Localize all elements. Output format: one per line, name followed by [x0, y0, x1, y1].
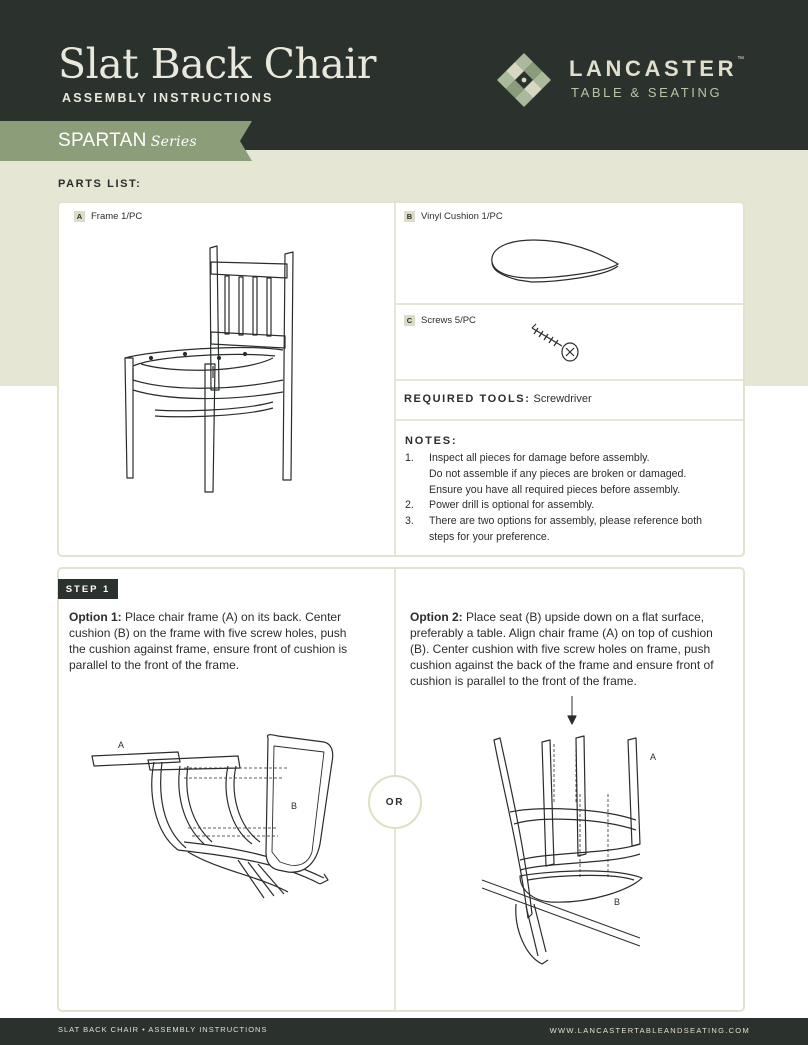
option-2-diagram	[480, 694, 680, 969]
trademark-symbol: ™	[737, 56, 745, 63]
option-2-title: Option 2:	[410, 610, 463, 624]
option-1-title: Option 1:	[69, 610, 122, 624]
option-2-line-1: Place seat (B) upside down on a flat surface,	[462, 610, 705, 624]
notes-heading: NOTES:	[405, 435, 458, 447]
option-1-line-3: the cushion against frame, ensure front of cushion is	[69, 642, 348, 656]
footer-website-link[interactable]: WWW.LANCASTERTABLEANDSEATING.COM	[549, 1026, 750, 1035]
required-tools-value: Screwdriver	[533, 393, 592, 405]
part-a-label	[74, 211, 142, 222]
series-name	[58, 130, 197, 152]
option-1-line-2: cushion (B) on the frame with five screw holes, push	[69, 626, 347, 640]
part-b-badge: B	[404, 211, 415, 222]
parts-list-heading: PARTS LIST:	[58, 178, 142, 190]
part-a-text: Frame 1/PC	[91, 211, 143, 222]
lancaster-logo-icon	[497, 53, 551, 107]
note-3-number: 3.	[405, 515, 414, 527]
part-a-badge: A	[74, 211, 85, 222]
page-subtitle: ASSEMBLY INSTRUCTIONS	[62, 91, 274, 105]
option-1-line-1: Place chair frame (A) on its back. Center	[121, 610, 342, 624]
series-name-text: SPARTAN	[58, 130, 147, 151]
part-b-text: Vinyl Cushion 1/PC	[421, 211, 503, 222]
note-2	[405, 498, 594, 514]
brand-tagline: TABLE & SEATING	[571, 85, 723, 100]
option-1-label-a: A	[118, 740, 125, 750]
note-2-number: 2.	[405, 499, 414, 511]
note-1-line-3: Ensure you have all required pieces before assembly.	[429, 483, 681, 496]
option-1-label-b: B	[291, 801, 298, 811]
required-tools-label: REQUIRED TOOLS:	[404, 393, 531, 405]
note-1-line-2: Do not assemble if any pieces are broken or damaged.	[429, 467, 687, 480]
footer-document-title: SLAT BACK CHAIR • ASSEMBLY INSTRUCTIONS	[58, 1025, 268, 1034]
brand-name	[569, 56, 744, 82]
option-2-line-4: cushion against the back of the frame and ensure front of	[410, 658, 714, 672]
parts-divider-1	[396, 303, 743, 305]
series-suffix: Series	[150, 134, 198, 150]
option-2-line-5: cushion is parallel to the front of the frame.	[410, 674, 637, 688]
brand-name-text: LANCASTER	[569, 56, 738, 81]
option-2-label-a: A	[650, 752, 657, 762]
parts-divider-3	[396, 419, 743, 421]
vinyl-cushion-illustration	[488, 234, 623, 286]
option-2-label-b: B	[614, 897, 621, 907]
chair-frame-illustration	[115, 240, 305, 500]
required-tools	[404, 393, 592, 405]
note-2-line-1: Power drill is optional for assembly.	[429, 499, 595, 511]
note-1-number: 1.	[405, 452, 414, 464]
option-2-line-3: (B). Center cushion with five screw holes on frame, push	[410, 642, 711, 656]
option-1-text	[69, 609, 347, 673]
page-title: Slat Back Chair	[58, 40, 376, 88]
part-b-label	[404, 211, 503, 222]
parts-divider-2	[396, 379, 743, 381]
note-3	[405, 514, 702, 546]
screw-illustration	[528, 322, 582, 364]
note-3-line-2: steps for your preference.	[429, 530, 550, 543]
or-divider-badge: OR	[368, 775, 422, 829]
option-1-line-4: parallel to the front of the frame.	[69, 658, 240, 672]
note-1	[405, 451, 686, 498]
part-c-text: Screws 5/PC	[421, 315, 476, 326]
option-1-diagram	[88, 732, 350, 912]
note-1-line-1: Inspect all pieces for damage before assembly.	[429, 452, 650, 464]
option-2-line-2: preferably a table. Align chair frame (A) on top of cushion	[410, 626, 713, 640]
note-3-line-1: There are two options for assembly, please reference both	[429, 515, 703, 527]
step-1-badge: STEP 1	[58, 579, 118, 599]
option-2-text	[410, 609, 714, 689]
part-c-label	[404, 315, 476, 326]
part-c-badge: C	[404, 315, 415, 326]
